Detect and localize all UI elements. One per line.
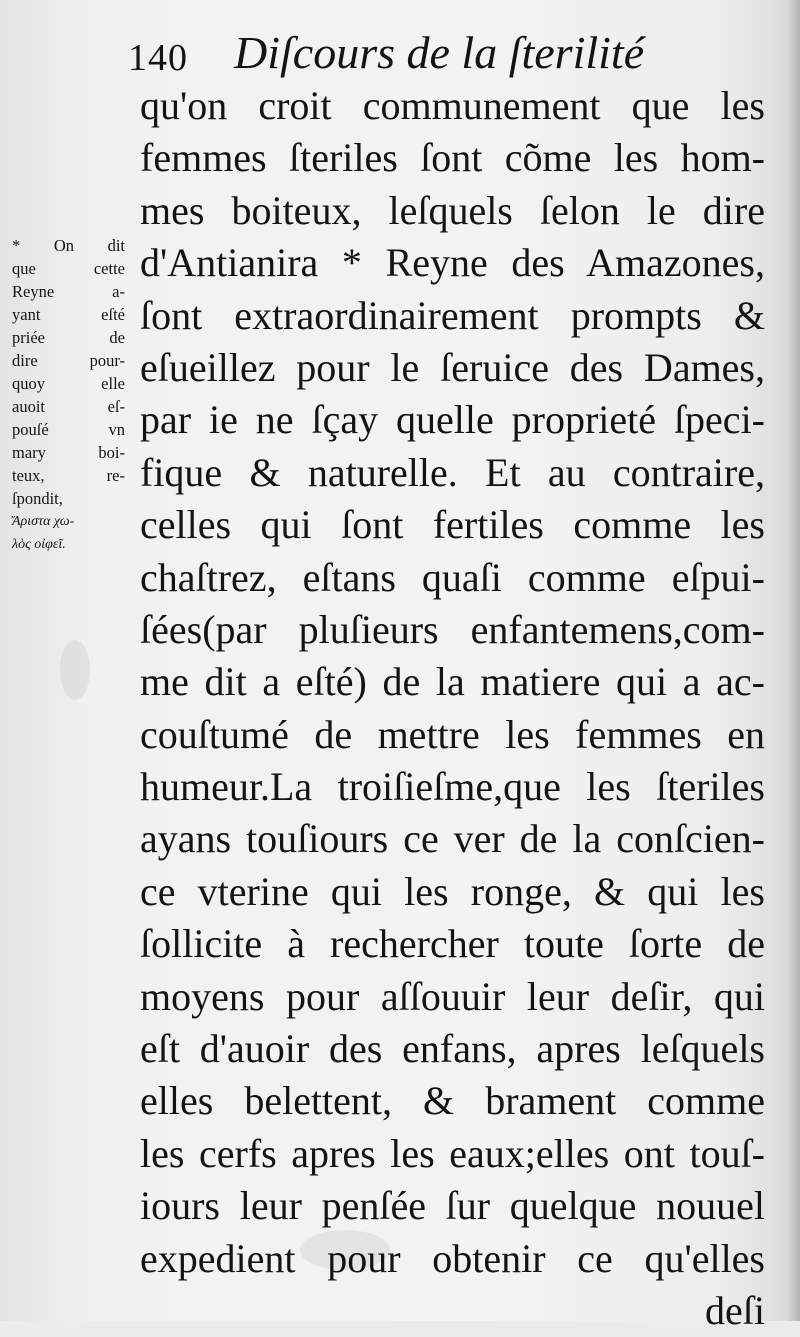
text-line: ſollicite à rechercher toute ſorte de — [140, 921, 765, 967]
text-line: expedient pour obtenir ce qu'elles — [140, 1235, 765, 1281]
text-line: humeur.La troiſieſme,que les ſteriles — [140, 764, 765, 810]
note-line-greek: λὸς οἰφεῖ. — [12, 537, 66, 552]
body-text — [140, 80, 765, 1337]
text-line: me dit a eſté) de la matiere qui a ac- — [140, 659, 765, 705]
catchword: deſi — [705, 1287, 765, 1333]
text-line: celles qui ſont fertiles comme les — [140, 502, 765, 548]
note-line: priée de — [12, 328, 125, 347]
text-line: par ie ne ſçay quelle proprieté ſpeci- — [140, 397, 765, 443]
text-line: d'Antianira * Reyne des Amazones, — [140, 240, 765, 286]
page-header — [128, 22, 728, 82]
page-edge-shadow — [786, 0, 800, 1321]
note-line: ſpondit, — [12, 489, 63, 508]
text-line: femmes ſteriles ſont cõme les hom- — [140, 135, 765, 181]
text-line: iours leur penſée ſur quelque nouuel — [140, 1183, 765, 1229]
text-line: eſt d'auoir des enfans, apres leſquels — [140, 1026, 765, 1072]
text-line: fique & naturelle. Et au contraire, — [140, 449, 765, 495]
note-line: teux, re- — [12, 466, 125, 485]
paper-stain — [60, 640, 90, 700]
text-line: ce vterine qui les ronge, & qui les — [140, 868, 765, 914]
text-line: couſtumé de mettre les femmes en — [140, 711, 765, 757]
text-line: qu'on croit communement que les — [140, 83, 765, 128]
note-line-greek: Ἄριστα χω- — [12, 514, 75, 529]
text-line: ayans touſiours ce ver de la conſcien- — [140, 816, 765, 862]
text-line: eſueillez pour le ſeruice des Dames, — [140, 344, 765, 390]
note-line: yant eſté — [12, 305, 125, 324]
text-line: moyens pour aſſouuir leur deſir, qui — [140, 973, 765, 1019]
note-line: auoit eſ- — [12, 397, 125, 416]
text-line: ſées(par pluſieurs enfantemens,com- — [140, 606, 765, 652]
note-line: quoy elle — [12, 374, 125, 393]
text-line: elles belettent, & brament comme — [140, 1078, 765, 1124]
running-title: Diſcours de la ſterilité — [234, 27, 645, 78]
text-line: les cerfs apres les eaux;elles ont touſ- — [140, 1130, 765, 1176]
note-line: pouſé vn — [12, 420, 125, 439]
text-line: ſont extraordinairement prompts & — [140, 292, 765, 338]
note-line: que cette — [12, 259, 125, 278]
note-line: * On dit — [12, 236, 125, 255]
page-number: 140 — [128, 37, 188, 79]
note-line: mary boi- — [12, 443, 125, 462]
text-line: mes boiteux, leſquels ſelon le dire — [140, 187, 765, 233]
marginal-note — [12, 234, 125, 556]
note-line: Reyne a- — [12, 282, 125, 301]
text-line: chaſtrez, eſtans quaſi comme eſpui- — [140, 554, 765, 600]
note-line: dire pour- — [12, 351, 125, 370]
